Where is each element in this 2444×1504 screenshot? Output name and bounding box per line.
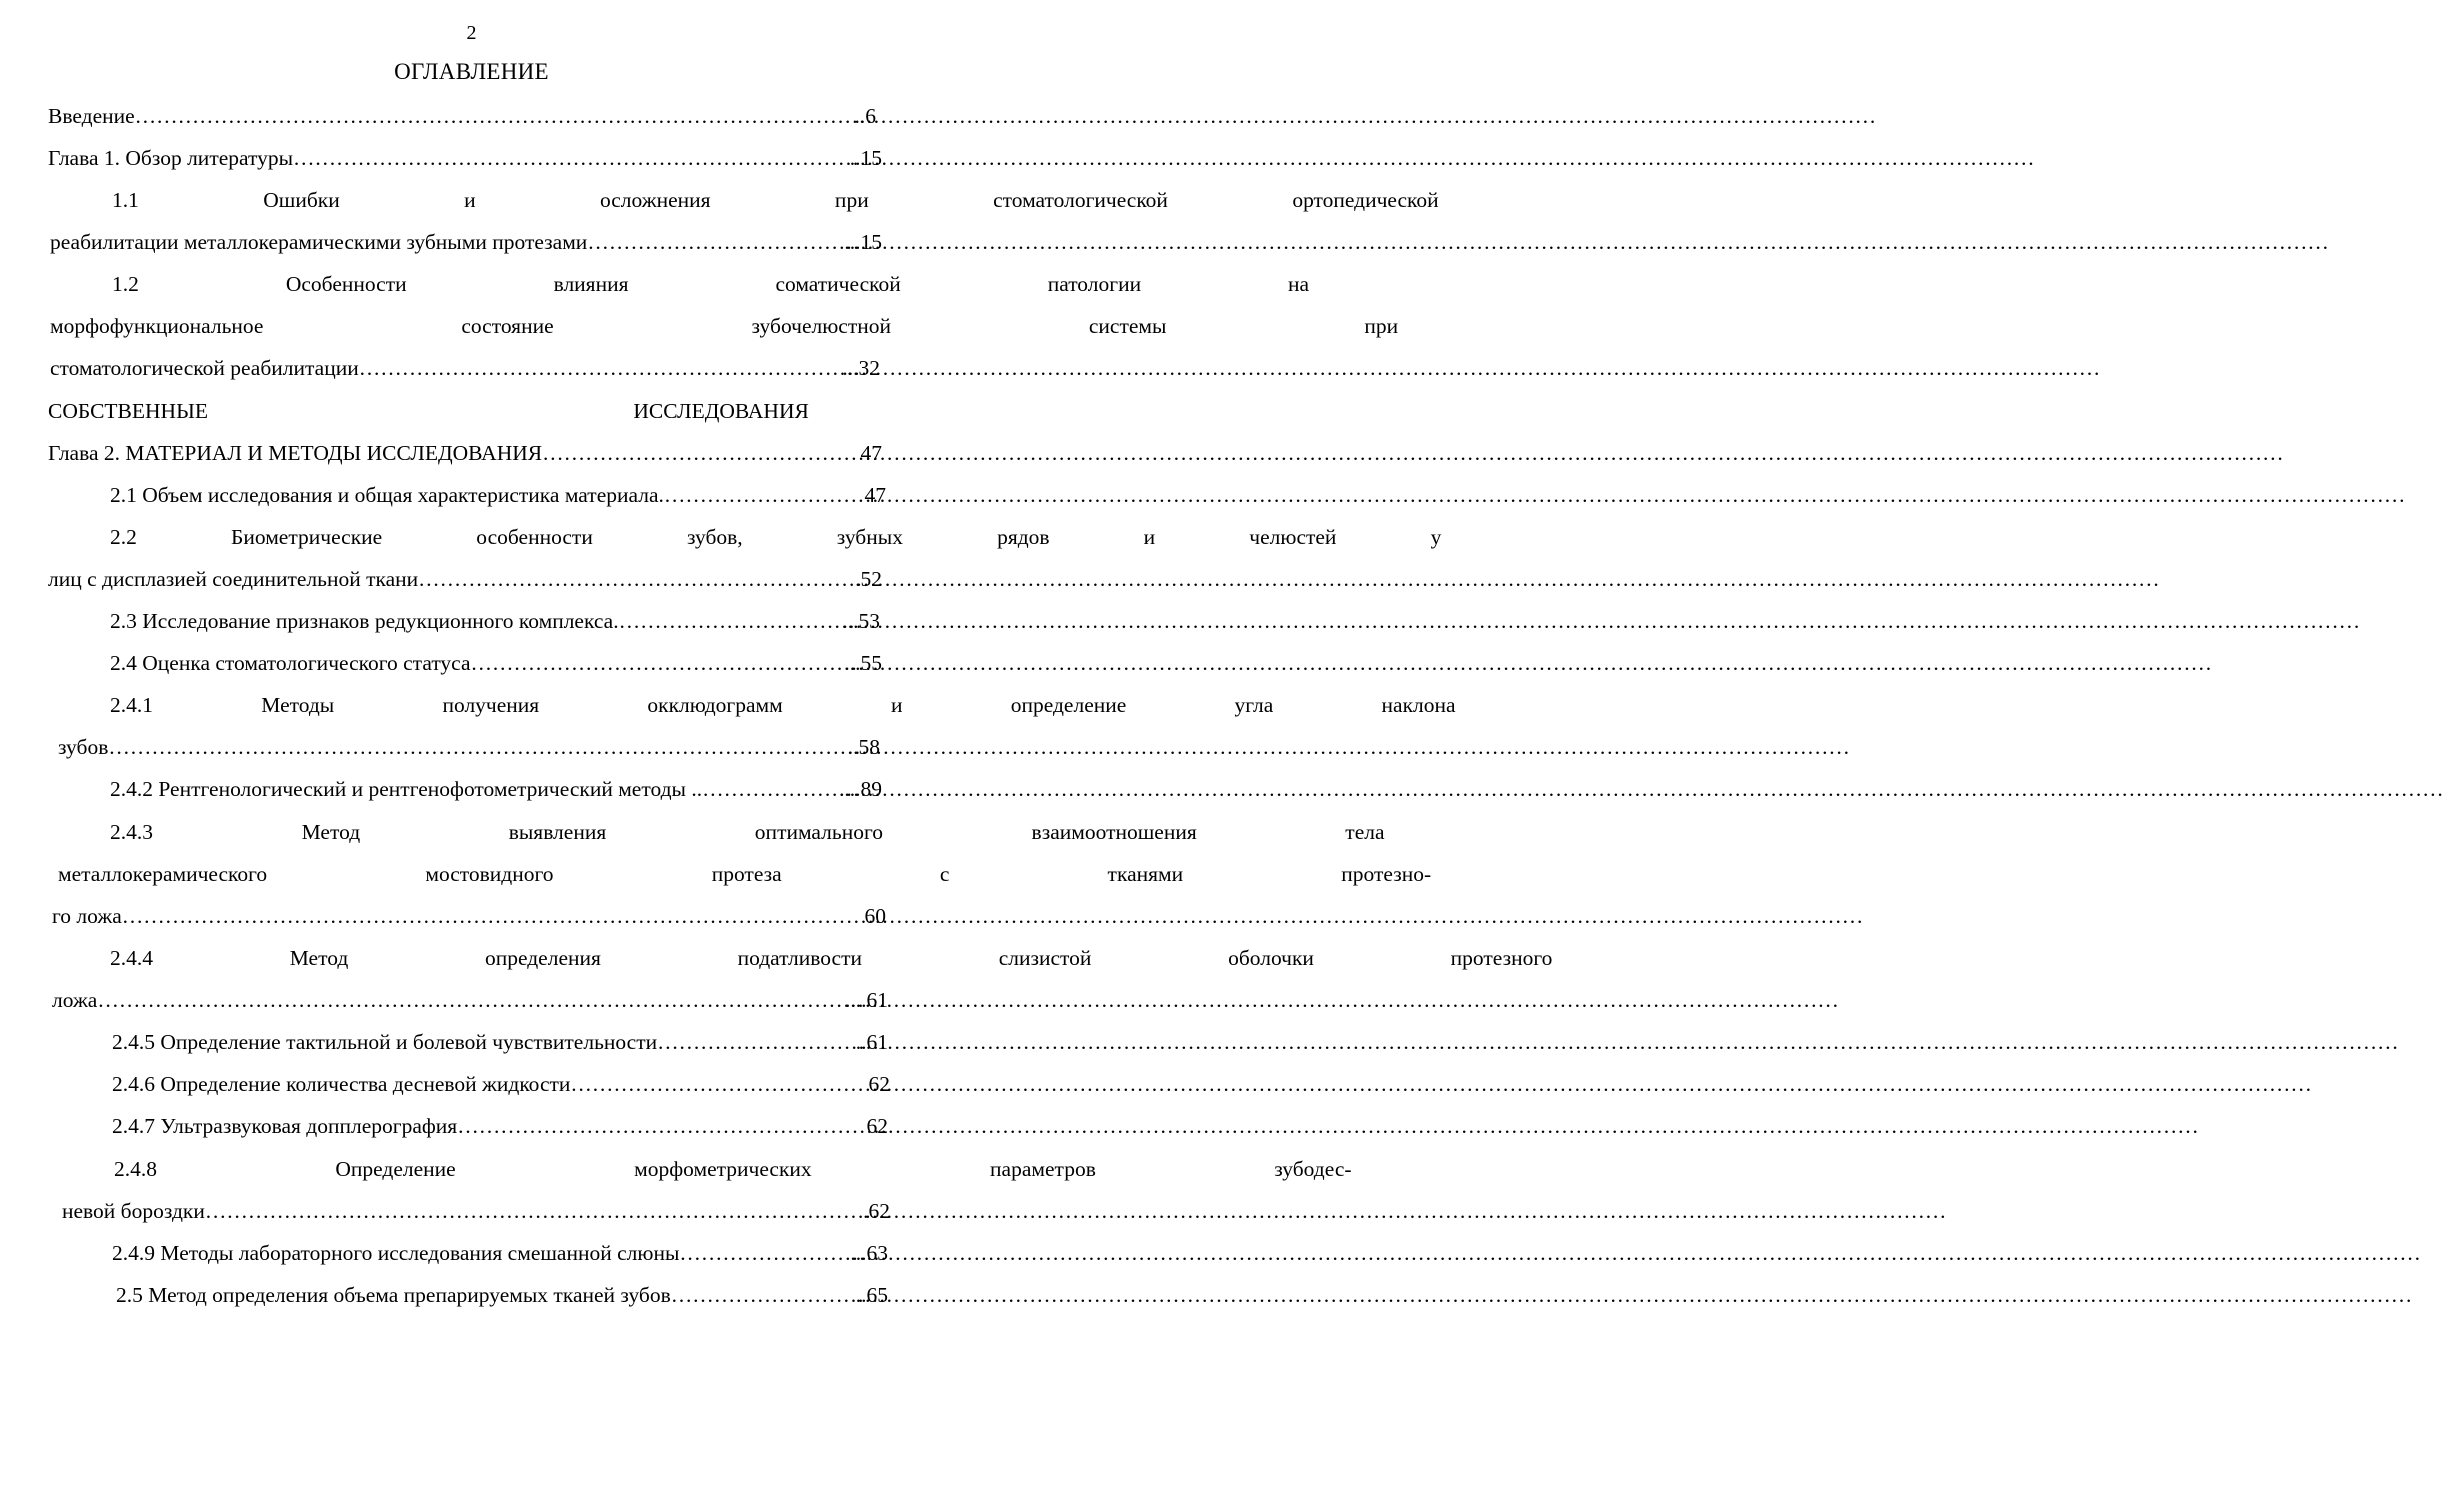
toc-entry-page: ..65 [855, 1283, 888, 1307]
toc-entry-chapter-1[interactable] [48, 143, 882, 173]
toc-entry-2-4-3-line-2[interactable] [58, 859, 1432, 889]
toc-entry-2-2-line-1[interactable] [110, 522, 1442, 552]
toc-entry-title: 2.4.8 Определение морфометрических параметров зубодес- [114, 1157, 1352, 1181]
toc-entry-page: ....89 [839, 777, 882, 801]
page-title: ОГЛАВЛЕНИЕ [394, 59, 549, 84]
page-number: 2 [466, 22, 477, 44]
leader-dots [457, 1111, 866, 1141]
toc-entry-page: .62 [863, 1199, 890, 1223]
toc-entry-2-4-2[interactable] [110, 774, 882, 804]
toc-entry-title: 2.4.6 Определение количества десневой жидкости [112, 1072, 571, 1096]
leader-dots [679, 1238, 850, 1268]
toc-entry-title: СОБСТВЕННЫЕ ИССЛЕДОВАНИЯ [48, 399, 809, 423]
toc-entry-2-4-8-line-1[interactable] [114, 1154, 1352, 1184]
toc-entry-2-4-4-line-1[interactable] [110, 943, 1553, 973]
toc-entry-page: 47 [860, 441, 882, 465]
toc-entry-title: Глава 1. Обзор литературы [48, 146, 294, 170]
toc-entry-title: морфофункциональное состояние зубочелюстной системы при [50, 314, 1399, 338]
toc-entry-1-1-line-2[interactable] [50, 227, 882, 257]
toc-entry-page: ..58 [847, 735, 880, 759]
leader-dots [122, 901, 865, 931]
toc-entry-title: невой бороздки [62, 1199, 205, 1223]
leader-dots [135, 101, 855, 131]
leader-dots [418, 564, 855, 594]
toc-entry-page: 60 [864, 904, 886, 928]
toc-entry-page: ..15 [849, 146, 882, 170]
toc-entry-title: 2.2 Биометрические особенности зубов, зубных рядов и челюстей у [110, 525, 1442, 549]
section-heading-own-research[interactable] [48, 396, 809, 426]
toc-entry-title: Глава 2. МАТЕРИАЛ И МЕТОДЫ ИССЛЕДОВАНИЯ [48, 441, 543, 465]
leader-dots [97, 985, 845, 1015]
toc-entry-title: 2.5 Метод определения объема препарируемых тканей зубов [116, 1283, 671, 1307]
toc-entry-title: ложа [52, 988, 98, 1012]
toc-entry-title: реабилитации металлокерамическими зубными протезами [50, 230, 588, 254]
toc-entry-2-2-line-2[interactable] [48, 564, 882, 594]
toc-entry-title: металлокерамического мостовидного протеза с тканями протезно- [58, 862, 1432, 886]
toc-entry-title: Введение [48, 104, 135, 128]
toc-entry-2-4-4-line-2[interactable] [52, 985, 888, 1015]
toc-entry-introduction[interactable] [48, 101, 876, 131]
toc-entry-title: 2.4.7 Ультразвуковая допплерография [112, 1114, 458, 1138]
toc-entry-page: ....61 [845, 988, 888, 1012]
toc-entry-title: 2.4.9 Методы лабораторного исследования смешанной слюны [112, 1241, 680, 1265]
toc-entry-2-5[interactable] [116, 1280, 888, 1310]
toc-entry-title: 2.4.1 Методы получения окклюдограмм и определение угла наклона [110, 693, 1456, 717]
toc-entry-1-2-line-1[interactable] [112, 269, 1310, 299]
leader-dots [293, 143, 850, 173]
toc-entry-title: стоматологической реабилитации [50, 356, 359, 380]
leader-dots [619, 606, 843, 636]
toc-entry-1-1-line-1[interactable] [112, 185, 1439, 215]
toc-entry-title: 2.3 Исследование признаков редукционного комплекса. [110, 609, 619, 633]
leader-dots [702, 774, 839, 804]
toc-entry-title: 1.1 Ошибки и осложнения при стоматологической ортопедической [112, 188, 1439, 212]
toc-entry-title: 2.4.5 Определение тактильной и болевой чувствительности [112, 1030, 658, 1054]
leader-dots [205, 1196, 863, 1226]
toc-entry-title: 2.4.4 Метод определения податливости слизистой оболочки протезного [110, 946, 1553, 970]
toc-entry-2-4[interactable] [110, 648, 882, 678]
toc-entry-title: го ложа [52, 904, 122, 928]
toc-entry-2-4-3-line-1[interactable] [110, 817, 1385, 847]
toc-entry-page: ...53 [842, 609, 880, 633]
toc-entry-page: ..61 [855, 1030, 888, 1054]
toc-entry-title: зубов [58, 735, 109, 759]
toc-entry-2-4-9[interactable] [112, 1238, 888, 1268]
leader-dots [471, 648, 845, 678]
leader-dots [108, 732, 847, 762]
toc-entry-title: лиц с дисплазией соединительной ткани [48, 567, 419, 591]
toc-entry-2-4-7[interactable] [112, 1111, 888, 1141]
leader-dots [587, 227, 844, 257]
toc-entry-chapter-2[interactable] [48, 438, 882, 468]
leader-dots [671, 1280, 856, 1310]
toc-entry-2-4-5[interactable] [112, 1027, 888, 1057]
leader-dots [657, 1027, 856, 1057]
toc-entry-2-4-1-line-2[interactable] [58, 732, 880, 762]
toc-entry-1-2-line-3[interactable] [50, 353, 880, 383]
leader-dots [542, 438, 860, 468]
toc-entry-page: ...63 [850, 1241, 888, 1265]
toc-entry-title: 2.4.3 Метод выявления оптимального взаимоотношения тела [110, 820, 1385, 844]
toc-entry-title: 1.2 Особенности влияния соматической патологии на [112, 272, 1310, 296]
leader-dots [570, 1069, 868, 1099]
toc-entry-1-2-line-2[interactable] [50, 311, 1399, 341]
toc-entry-page: ..6 [854, 104, 876, 128]
toc-entry-title: 2.1 Объем исследования и общая характеристика материала. [110, 483, 664, 507]
toc-entry-2-1[interactable] [110, 480, 886, 510]
toc-entry-2-3[interactable] [110, 606, 880, 636]
leader-dots [664, 480, 865, 510]
toc-entry-title: 2.4 Оценка стоматологического статуса [110, 651, 471, 675]
toc-entry-page: ...32 [842, 356, 880, 380]
toc-entry-2-4-1-line-1[interactable] [110, 690, 1456, 720]
leader-dots [359, 353, 843, 383]
toc-entry-page: 47 [864, 483, 886, 507]
toc-entry-2-4-3-line-3[interactable] [52, 901, 886, 931]
toc-entry-2-4-8-line-2[interactable] [62, 1196, 890, 1226]
toc-entry-page: ...55 [844, 651, 882, 675]
toc-entry-page: ...15 [844, 230, 882, 254]
toc-entry-title: 2.4.2 Рентгенологический и рентгенофотометрический методы .. [110, 777, 703, 801]
toc-entry-page: .52 [855, 567, 882, 591]
toc-entry-2-4-6[interactable] [112, 1069, 890, 1099]
toc-entry-page: 62 [868, 1072, 890, 1096]
toc-entry-page: 62 [866, 1114, 888, 1138]
